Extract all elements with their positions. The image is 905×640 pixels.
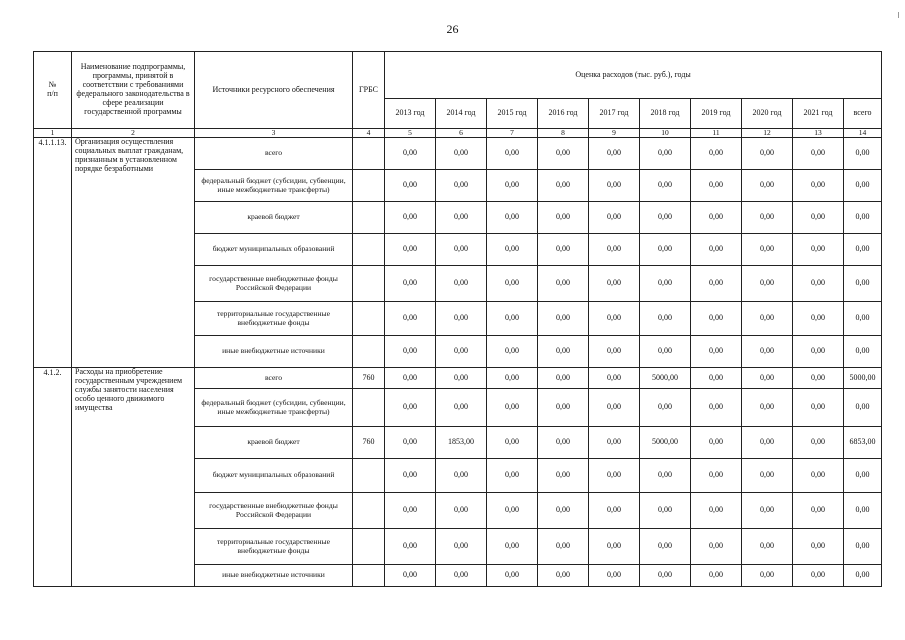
source-cell: бюджет муниципальных образований <box>195 234 353 266</box>
value-cell: 0,00 <box>436 459 487 493</box>
value-cell: 0,00 <box>538 138 589 170</box>
column-index: 1 <box>34 129 72 138</box>
grbs-cell <box>353 138 385 170</box>
header-year: 2020 год <box>742 99 793 129</box>
table-row <box>34 368 882 389</box>
value-cell: 0,00 <box>793 529 844 565</box>
value-cell: 5000,00 <box>640 368 691 389</box>
source-cell: государственные внебюджетные фонды Российской Федерации <box>195 266 353 302</box>
value-cell: 0,00 <box>793 368 844 389</box>
value-cell: 0,00 <box>742 336 793 368</box>
value-cell: 0,00 <box>436 336 487 368</box>
value-cell: 0,00 <box>487 459 538 493</box>
value-cell: 0,00 <box>436 202 487 234</box>
value-cell: 0,00 <box>793 427 844 459</box>
value-cell: 0,00 <box>385 234 436 266</box>
value-cell: 0,00 <box>385 565 436 587</box>
value-cell: 0,00 <box>640 234 691 266</box>
value-cell: 0,00 <box>538 336 589 368</box>
source-cell: краевой бюджет <box>195 427 353 459</box>
value-cell: 0,00 <box>742 170 793 202</box>
value-cell: 0,00 <box>487 368 538 389</box>
value-cell: 0,00 <box>640 389 691 427</box>
value-cell: 0,00 <box>436 565 487 587</box>
value-cell: 0,00 <box>436 368 487 389</box>
value-cell: 0,00 <box>589 427 640 459</box>
value-cell: 0,00 <box>742 368 793 389</box>
value-cell: 0,00 <box>487 389 538 427</box>
value-cell: 0,00 <box>640 565 691 587</box>
value-cell: 0,00 <box>589 493 640 529</box>
value-cell: 0,00 <box>385 266 436 302</box>
value-cell: 0,00 <box>793 565 844 587</box>
value-cell: 0,00 <box>436 302 487 336</box>
value-cell: 0,00 <box>844 266 882 302</box>
table-body <box>34 52 882 587</box>
value-cell: 0,00 <box>487 493 538 529</box>
source-cell: иные внебюджетные источники <box>195 336 353 368</box>
value-cell: 0,00 <box>844 389 882 427</box>
value-cell: 0,00 <box>793 170 844 202</box>
source-cell: территориальные государственные внебюджетные фонды <box>195 302 353 336</box>
value-cell: 0,00 <box>436 266 487 302</box>
value-cell: 0,00 <box>436 138 487 170</box>
budget-table <box>33 51 882 587</box>
header-year: 2016 год <box>538 99 589 129</box>
value-cell: 0,00 <box>436 529 487 565</box>
column-index: 9 <box>589 129 640 138</box>
value-cell: 0,00 <box>385 493 436 529</box>
value-cell: 0,00 <box>742 202 793 234</box>
source-cell: всего <box>195 138 353 170</box>
header-year: 2017 год <box>589 99 640 129</box>
edge-mark <box>898 12 899 18</box>
column-index: 4 <box>353 129 385 138</box>
column-index: 12 <box>742 129 793 138</box>
value-cell: 0,00 <box>742 138 793 170</box>
header-name: Наименование подпрограммы, программы, принятой в соответствии с требованиями федерального законодательства в сфере реализации государственной программы <box>72 52 195 129</box>
value-cell: 0,00 <box>742 493 793 529</box>
value-cell: 0,00 <box>538 459 589 493</box>
source-cell: федеральный бюджет (субсидии, субвенции, иные межбюджетные трансферты) <box>195 389 353 427</box>
group-number: 4.1.2. <box>34 368 72 587</box>
grbs-cell <box>353 493 385 529</box>
value-cell: 0,00 <box>691 529 742 565</box>
value-cell: 0,00 <box>385 302 436 336</box>
grbs-cell: 760 <box>353 368 385 389</box>
value-cell: 1853,00 <box>436 427 487 459</box>
value-cell: 0,00 <box>844 302 882 336</box>
source-cell: краевой бюджет <box>195 202 353 234</box>
value-cell: 0,00 <box>385 368 436 389</box>
source-cell: территориальные государственные внебюджетные фонды <box>195 529 353 565</box>
value-cell: 0,00 <box>640 266 691 302</box>
value-cell: 0,00 <box>538 493 589 529</box>
page-number: 26 <box>446 22 459 36</box>
value-cell: 0,00 <box>487 427 538 459</box>
value-cell: 0,00 <box>691 336 742 368</box>
grbs-cell <box>353 529 385 565</box>
value-cell: 0,00 <box>538 234 589 266</box>
value-cell: 5000,00 <box>844 368 882 389</box>
column-index: 10 <box>640 129 691 138</box>
value-cell: 0,00 <box>742 389 793 427</box>
value-cell: 0,00 <box>844 565 882 587</box>
value-cell: 0,00 <box>538 266 589 302</box>
value-cell: 0,00 <box>691 138 742 170</box>
grbs-cell: 760 <box>353 427 385 459</box>
value-cell: 0,00 <box>691 266 742 302</box>
group-name: Организация осуществления социальных выплат гражданам, признанным в установленном порядке безработными <box>72 138 195 368</box>
column-index: 3 <box>195 129 353 138</box>
value-cell: 0,00 <box>538 529 589 565</box>
value-cell: 0,00 <box>793 266 844 302</box>
value-cell: 0,00 <box>436 493 487 529</box>
value-cell: 0,00 <box>742 427 793 459</box>
value-cell: 0,00 <box>538 170 589 202</box>
value-cell: 0,00 <box>385 529 436 565</box>
value-cell: 0,00 <box>742 234 793 266</box>
value-cell: 0,00 <box>793 138 844 170</box>
value-cell: 0,00 <box>589 368 640 389</box>
column-index: 7 <box>487 129 538 138</box>
value-cell: 0,00 <box>844 202 882 234</box>
value-cell: 0,00 <box>385 138 436 170</box>
grbs-cell <box>353 266 385 302</box>
value-cell: 0,00 <box>844 336 882 368</box>
header-year: 2013 год <box>385 99 436 129</box>
value-cell: 0,00 <box>793 459 844 493</box>
index-row <box>34 129 882 138</box>
value-cell: 0,00 <box>487 529 538 565</box>
header-source: Источники ресурсного обеспечения <box>195 52 353 129</box>
source-cell: иные внебюджетные источники <box>195 565 353 587</box>
value-cell: 0,00 <box>589 234 640 266</box>
grbs-cell <box>353 202 385 234</box>
value-cell: 0,00 <box>538 389 589 427</box>
value-cell: 0,00 <box>691 427 742 459</box>
value-cell: 0,00 <box>487 234 538 266</box>
value-cell: 0,00 <box>436 170 487 202</box>
grbs-cell <box>353 459 385 493</box>
header-year: 2018 год <box>640 99 691 129</box>
column-index: 11 <box>691 129 742 138</box>
value-cell: 0,00 <box>691 459 742 493</box>
source-cell: бюджет муниципальных образований <box>195 459 353 493</box>
grbs-cell <box>353 336 385 368</box>
header-year: 2015 год <box>487 99 538 129</box>
value-cell: 0,00 <box>640 529 691 565</box>
value-cell: 0,00 <box>844 138 882 170</box>
value-cell: 0,00 <box>538 302 589 336</box>
grbs-cell <box>353 170 385 202</box>
value-cell: 0,00 <box>742 266 793 302</box>
value-cell: 0,00 <box>385 427 436 459</box>
value-cell: 0,00 <box>640 336 691 368</box>
value-cell: 0,00 <box>640 302 691 336</box>
header-year: 2019 год <box>691 99 742 129</box>
value-cell: 0,00 <box>691 565 742 587</box>
group-number: 4.1.1.13. <box>34 138 72 368</box>
value-cell: 0,00 <box>793 389 844 427</box>
value-cell: 0,00 <box>538 202 589 234</box>
value-cell: 0,00 <box>589 336 640 368</box>
source-cell: федеральный бюджет (субсидии, субвенции, иные межбюджетные трансферты) <box>195 170 353 202</box>
header-year: 2014 год <box>436 99 487 129</box>
header-row <box>34 52 882 99</box>
header-year: 2021 год <box>793 99 844 129</box>
value-cell: 0,00 <box>385 202 436 234</box>
group-name: Расходы на приобретение государственным учреждением службы занятости населения особо ценного движимого имущества <box>72 368 195 587</box>
column-index: 8 <box>538 129 589 138</box>
header-grbs: ГРБС <box>353 52 385 129</box>
value-cell: 0,00 <box>640 459 691 493</box>
value-cell: 0,00 <box>589 529 640 565</box>
grbs-cell <box>353 302 385 336</box>
value-cell: 0,00 <box>640 202 691 234</box>
value-cell: 0,00 <box>589 170 640 202</box>
grbs-cell <box>353 565 385 587</box>
column-index: 5 <box>385 129 436 138</box>
value-cell: 0,00 <box>589 459 640 493</box>
value-cell: 0,00 <box>691 170 742 202</box>
value-cell: 0,00 <box>742 565 793 587</box>
value-cell: 0,00 <box>589 389 640 427</box>
value-cell: 0,00 <box>640 493 691 529</box>
value-cell: 0,00 <box>793 202 844 234</box>
value-cell: 0,00 <box>640 138 691 170</box>
value-cell: 0,00 <box>589 138 640 170</box>
value-cell: 0,00 <box>844 493 882 529</box>
source-cell: государственные внебюджетные фонды Российской Федерации <box>195 493 353 529</box>
header-year: всего <box>844 99 882 129</box>
value-cell: 0,00 <box>589 266 640 302</box>
header-num: № п/п <box>34 52 72 129</box>
value-cell: 0,00 <box>487 266 538 302</box>
column-index: 14 <box>844 129 882 138</box>
value-cell: 0,00 <box>844 459 882 493</box>
value-cell: 0,00 <box>691 493 742 529</box>
value-cell: 0,00 <box>691 302 742 336</box>
value-cell: 0,00 <box>385 336 436 368</box>
value-cell: 0,00 <box>793 493 844 529</box>
value-cell: 0,00 <box>589 202 640 234</box>
value-cell: 0,00 <box>793 336 844 368</box>
column-index: 13 <box>793 129 844 138</box>
value-cell: 0,00 <box>742 529 793 565</box>
value-cell: 6853,00 <box>844 427 882 459</box>
value-cell: 0,00 <box>691 389 742 427</box>
value-cell: 0,00 <box>487 336 538 368</box>
value-cell: 0,00 <box>589 302 640 336</box>
value-cell: 0,00 <box>640 170 691 202</box>
value-cell: 0,00 <box>793 234 844 266</box>
value-cell: 0,00 <box>436 389 487 427</box>
source-cell: всего <box>195 368 353 389</box>
value-cell: 0,00 <box>742 302 793 336</box>
value-cell: 0,00 <box>538 368 589 389</box>
value-cell: 0,00 <box>538 427 589 459</box>
value-cell: 0,00 <box>487 302 538 336</box>
value-cell: 5000,00 <box>640 427 691 459</box>
value-cell: 0,00 <box>538 565 589 587</box>
grbs-cell <box>353 234 385 266</box>
value-cell: 0,00 <box>844 170 882 202</box>
value-cell: 0,00 <box>844 234 882 266</box>
value-cell: 0,00 <box>691 202 742 234</box>
value-cell: 0,00 <box>691 368 742 389</box>
value-cell: 0,00 <box>487 202 538 234</box>
value-cell: 0,00 <box>436 234 487 266</box>
value-cell: 0,00 <box>385 389 436 427</box>
value-cell: 0,00 <box>793 302 844 336</box>
value-cell: 0,00 <box>487 138 538 170</box>
column-index: 2 <box>72 129 195 138</box>
value-cell: 0,00 <box>487 565 538 587</box>
value-cell: 0,00 <box>589 565 640 587</box>
table-row <box>34 138 882 170</box>
value-cell: 0,00 <box>487 170 538 202</box>
value-cell: 0,00 <box>691 234 742 266</box>
value-cell: 0,00 <box>385 459 436 493</box>
value-cell: 0,00 <box>844 529 882 565</box>
grbs-cell <box>353 389 385 427</box>
value-cell: 0,00 <box>385 170 436 202</box>
header-estimate: Оценка расходов (тыс. руб.), годы <box>385 52 882 99</box>
value-cell: 0,00 <box>742 459 793 493</box>
column-index: 6 <box>436 129 487 138</box>
